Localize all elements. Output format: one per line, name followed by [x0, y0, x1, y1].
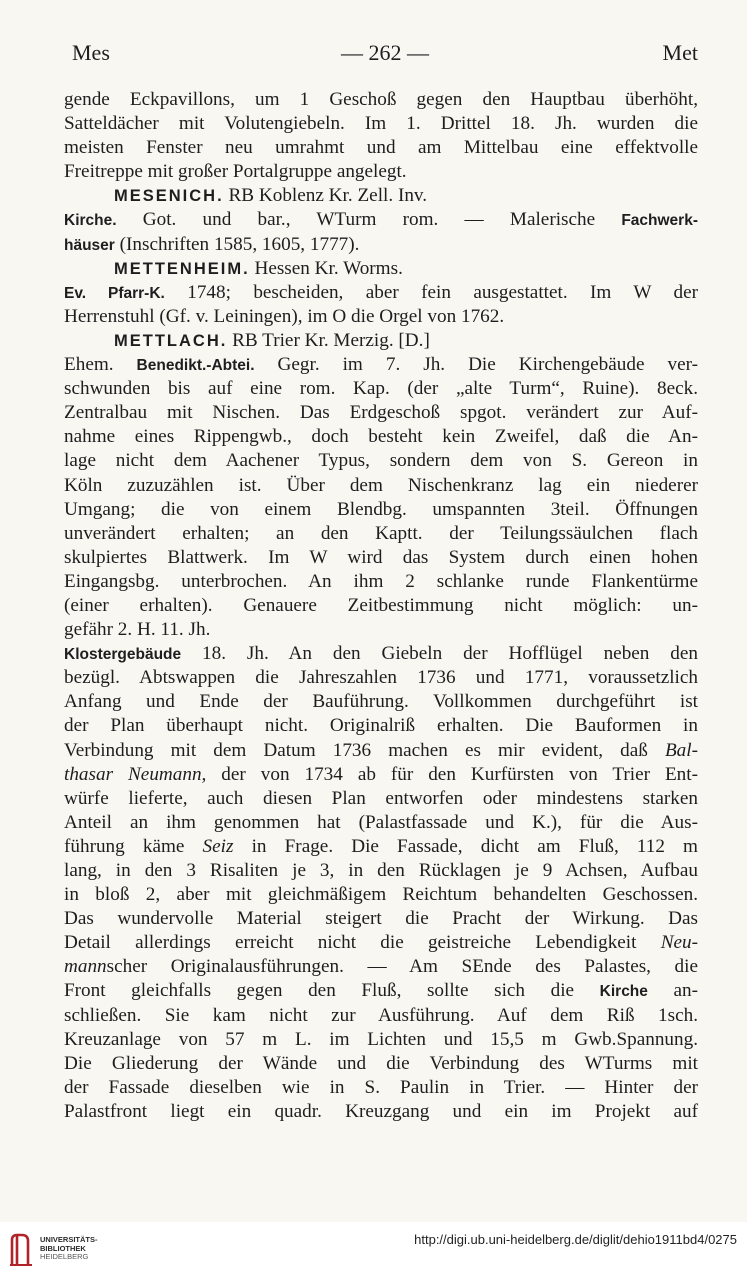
entry-heading-mettenheim: METTENHEIM. Hessen Kr. Worms.	[114, 257, 403, 279]
text-line: Zentralbau mit Nischen. Das Erdgeschoß spgot. verändert zur Auf-	[64, 402, 698, 424]
keyword: Benedikt.-Abtei.	[136, 357, 255, 375]
keyword: Ev. Pfarr-K.	[64, 284, 165, 302]
text-line: unverändert erhalten; an den Kaptt. der Teilungssäulchen flach	[64, 522, 698, 544]
text-line: Anfang und Ende der Bauführung. Vollkommen durchgeführt ist	[64, 691, 698, 713]
text-line: bezügl. Abtswappen die Jahreszahlen 1736 und 1771, voraussetzlich	[64, 667, 698, 689]
text-line: Ev. Pfarr-K. 1748; bescheiden, aber fein ausgestattet. Im W der	[64, 281, 698, 303]
text-line: Verbindung mit dem Datum 1736 machen es mir evident, daß Bal-	[64, 739, 698, 761]
text-line: (einer erhalten). Genauere Zeitbestimmung nicht möglich: un-	[64, 594, 698, 616]
text-line: lage nicht dem Aachener Typus, sondern dem von S. Gereon in	[64, 450, 698, 472]
text-line: häuser (Inschriften 1585, 1605, 1777).	[64, 233, 360, 255]
text-line: gefähr 2. H. 11. Jh.	[64, 619, 211, 641]
text-line: Palastfront liegt ein quadr. Kreuzgang und ein im Projekt auf	[64, 1100, 698, 1122]
person-name: thasar Neumann,	[64, 763, 207, 785]
keyword: Kirche	[599, 983, 648, 1001]
text-line: Herrenstuhl (Gf. v. Leiningen), im O die Orgel von 1762.	[64, 305, 505, 327]
text-line: der Plan überhaupt nicht. Originalriß erhalten. Die Bauformen in	[64, 715, 698, 737]
entry-heading-mettlach: METTLACH. RB Trier Kr. Merzig. [D.]	[114, 329, 430, 351]
text-line: thasar Neumann, der von 1734 ab für den Kurfürsten von Trier Ent-	[64, 763, 698, 785]
person-name: mann	[64, 956, 107, 978]
keyword: häuser	[64, 236, 115, 254]
viewer-footer	[0, 1222, 747, 1276]
text-line: nahme eines Rippengwb., doch besteht kein Zweifel, daß die An-	[64, 426, 698, 448]
text-line: Eingangsbg. unterbrochen. An ihm 2 schlanke runde Flankentürme	[64, 570, 698, 592]
university-logo-text: UNIVERSITÄTS- BIBLIOTHEK HEIDELBERG	[40, 1235, 98, 1262]
text-line: Detail allerdings erreicht nicht die geistreiche Lebendigkeit Neu-	[64, 932, 698, 954]
place-name: MESENICH.	[114, 187, 224, 206]
keyword: Kirche.	[64, 212, 117, 230]
text-line: skulpiertes Blattwerk. Im W wird das System durch einen hohen	[64, 546, 698, 568]
person-name: Bal-	[664, 739, 698, 761]
running-head-right: Met	[662, 40, 698, 65]
running-head	[72, 38, 698, 68]
entry-heading-mesenich: MESENICH. RB Koblenz Kr. Zell. Inv.	[114, 185, 428, 207]
text-line: Anteil an ihm genommen hat (Palastfassade und K.), für die Aus-	[64, 811, 698, 833]
text-line: Die Gliederung der Wände und die Verbindung des WTurms mit	[64, 1052, 698, 1074]
keyword: Fachwerk-	[621, 212, 698, 230]
place-name: METTLACH.	[114, 331, 228, 350]
person-name: Neu-	[660, 932, 698, 954]
university-logo-icon	[8, 1232, 34, 1268]
text-line: Das wundervolle Material steigert die Pracht der Wirkung. Das	[64, 908, 698, 930]
text-line: würfe lieferte, auch diesen Plan entworfen oder mindestens starken	[64, 787, 698, 809]
text-line: Front gleichfalls gegen den Fluß, sollte sich die Kirche an-	[64, 980, 698, 1002]
text-line: meisten Fenster neu umrahmt und am Mittelbau eine effektvolle	[64, 137, 698, 159]
text-line: gende Eckpavillons, um 1 Geschoß gegen den Hauptbau überhöht,	[64, 89, 698, 110]
text-line: der Fassade dieselben wie in S. Paulin in Trier. — Hinter der	[64, 1076, 698, 1098]
keyword: Klostergebäude	[64, 646, 182, 664]
text-line: schwunden bis auf eine rom. Kap. (der „alte Turm“, Ruine). 8eck.	[64, 378, 698, 400]
text-line: mannscher Originalausführungen. — Am SEnde des Palastes, die	[64, 956, 698, 978]
text-line: Kreuzanlage von 57 m L. im Lichten und 15,5 m Gwb.Spannung.	[64, 1028, 698, 1050]
person-name: Seiz	[202, 835, 234, 857]
place-name: METTENHEIM.	[114, 259, 250, 278]
text-line: Satteldächer mit Volutengiebeln. Im 1. Drittel 18. Jh. wurden die	[64, 113, 698, 135]
text-line: Umgang; die von einem Blendbg. umspannten 3teil. Öffnungen	[64, 498, 698, 520]
text-line: Köln zuzuzählen ist. Über dem Nischenkranz lag ein niederer	[64, 474, 698, 496]
text-line: Ehem. Benedikt.-Abtei. Gegr. im 7. Jh. Die Kirchengebäude ver-	[64, 354, 698, 376]
text-line: schließen. Sie kam nicht zur Ausführung. Auf dem Riß 1sch.	[64, 1004, 698, 1026]
text-line: führung käme Seiz in Frage. Die Fassade, dicht am Fluß, 112 m	[64, 835, 698, 857]
text-line: Klostergebäude 18. Jh. An den Giebeln der Hofflügel neben den	[64, 643, 698, 665]
permalink-url[interactable]: http://digi.ub.uni-heidelberg.de/diglit/dehio1911bd4/0275	[414, 1232, 737, 1247]
page-number: — 262 —	[341, 40, 429, 65]
running-head-left: Mes	[72, 40, 110, 65]
text-line: lang, in den 3 Risaliten je 3, in den Rücklagen je 9 Achsen, Aufbau	[64, 860, 698, 881]
body-text	[64, 88, 698, 1124]
text-line: in bloß 2, aber mit gleichmäßigem Reichtum behandelten Geschossen.	[64, 884, 698, 906]
text-line: Freitreppe mit großer Portalgruppe angelegt.	[64, 161, 407, 183]
text-line: Kirche. Got. und bar., WTurm rom. — Malerische Fachwerk-	[64, 209, 698, 231]
